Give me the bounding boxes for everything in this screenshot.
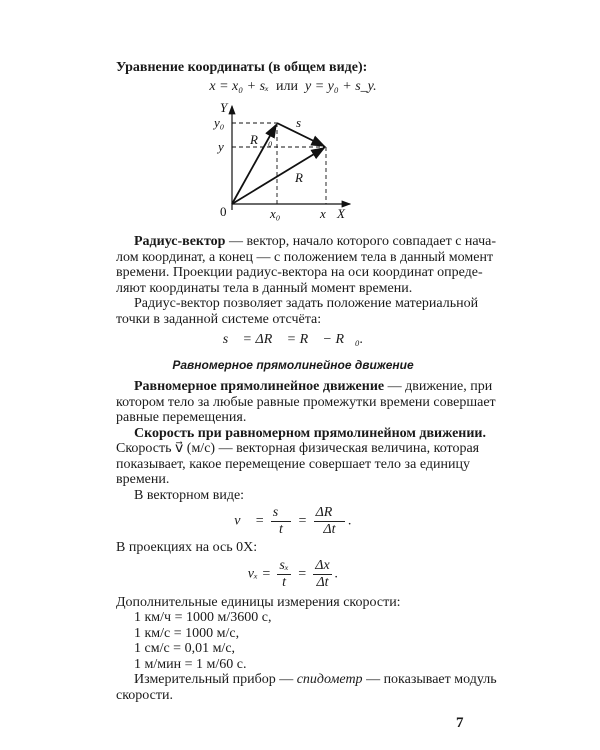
- section-title: Равномерное прямолинейное движение: [172, 358, 414, 372]
- y0-label: y₀: [214, 115, 225, 130]
- heading: Уравнение координаты (в общем виде):: [116, 60, 368, 75]
- x0-label: x₀: [270, 206, 281, 221]
- projection-label: В проекциях на ось 0X:: [116, 540, 258, 555]
- unit-item: 1 см/с = 0,01 м/с,: [134, 641, 236, 656]
- formula-velocity-x: vₓ = $\frac{\text{sₓ}}{t}$ = $\frac{\Delta x}{\Delta t}$ .: [247, 557, 339, 590]
- paragraph-uniform-motion: Равномерное прямолинейное движение — движение, при котором тело за любые равные промежутки времени совершает равные перемещения. Скорость при равномерном прямолинейном движении. Скорость v⃗ (м/с) — векторная физическая величина, которая показывает, какое перемещение совершает тело за единицу времени. В векторном виде:: [116, 379, 496, 503]
- paragraph-radius-vector: Радиус-вектор — вектор, начало которого совпадает с нача- лом координат, а конец — с положением тела в данный момент времени. Проекции радиус-вектора на оси координат опреде- ляют координаты тела в данный момент времени. Радиус-вектор позволяет задать положение материальной точки в заданной системе отсчёта:: [116, 234, 496, 327]
- page-content: [116, 60, 497, 703]
- r0-label: R⃗₀: [250, 132, 273, 147]
- vector-diagram: [200, 100, 360, 222]
- x-label: x: [320, 206, 326, 221]
- formula-velocity-vector: v⃗ = $\frac{s⃗}{t}$ = $\frac{\Delta R⃗}{\Delta t}$ .: [234, 505, 352, 537]
- axis-y-label: Y: [220, 100, 228, 115]
- unit-item: 1 км/ч = 1000 м/3600 с,: [134, 610, 272, 625]
- page-number: 7: [456, 715, 464, 731]
- formula-coordinate: x = x₀ + sₓ или y = y₀ + s_y.: [209, 79, 377, 94]
- origin-label: 0: [220, 204, 227, 219]
- unit-item: 1 м/мин = 1 м/60 с.: [134, 656, 247, 672]
- units-section: Дополнительные единицы измерения скорости: 1 км/ч = 1000 м/3600 с, 1 км/с = 1000 м/с, 1 см/с = 0,01 м/с, 1 м/мин = 1 м/60 с. Измерительный прибор — спидометр — показывает модуль скорости.: [116, 594, 497, 703]
- y-label: y: [218, 139, 224, 154]
- formula-displacement: s⃗ = ΔR⃗ = R⃗ − R⃗₀.: [222, 332, 364, 347]
- s-label: s⃗: [296, 115, 312, 130]
- axis-x-label: X: [337, 206, 345, 221]
- unit-item: 1 км/с = 1000 м/с,: [134, 625, 240, 641]
- r-label: R⃗: [295, 170, 314, 185]
